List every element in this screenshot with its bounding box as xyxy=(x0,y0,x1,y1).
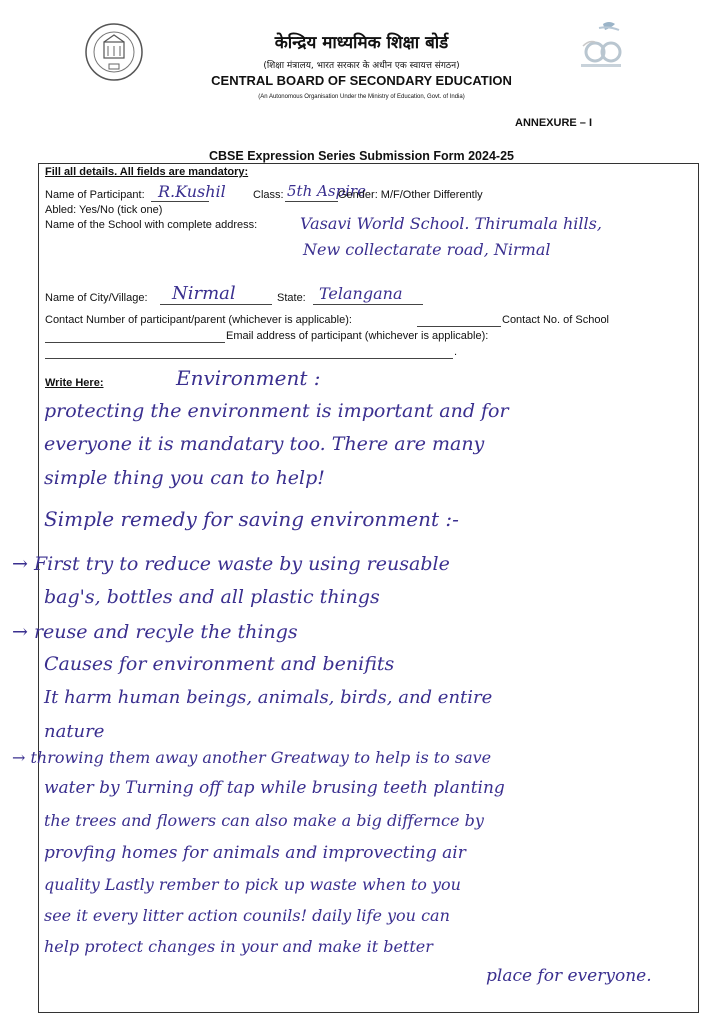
school-contact-label: Contact No. of School xyxy=(502,314,610,326)
essay-line: → First try to reduce waste by using reusable xyxy=(12,553,450,575)
email-label: Email address of participant (whichever is applicable): xyxy=(226,330,489,342)
essay-line: protecting the environment is important and for xyxy=(44,400,509,422)
class-label: Class: xyxy=(253,189,284,201)
essay-line: quality Lastly rember to pick up waste when to you xyxy=(44,875,461,894)
write-here-label: Write Here: xyxy=(45,377,104,389)
essay-line: Causes for environment and benifits xyxy=(44,653,395,675)
essay-line: place for everyone. xyxy=(486,966,652,986)
abled-label: Abled: Yes/No (tick one) xyxy=(45,204,163,216)
essay-line: the trees and flowers can also make a big differnce by xyxy=(44,811,484,830)
instruction-mandatory: . All fields are mandatory: xyxy=(114,166,249,178)
instructions xyxy=(45,166,248,178)
essay-line: help protect changes in your and make it better xyxy=(44,937,433,956)
essay-line: bag's, bottles and all plastic things xyxy=(44,586,380,608)
city-label: Name of City/Village: xyxy=(45,292,148,304)
essay-line: see it every litter action counils! daily life you can xyxy=(44,906,450,925)
essay-line: simple thing you can to help! xyxy=(44,467,325,489)
essay-line: water by Turning off tap while brusing teeth planting xyxy=(44,778,505,798)
participant-name-value: R.Kushil xyxy=(158,182,226,201)
essay-line: provfing homes for animals and improvecting air xyxy=(44,843,466,863)
participant-label: Name of Participant: xyxy=(45,189,145,201)
essay-heading: Environment : xyxy=(176,366,321,390)
board-hindi-subtitle: (शिक्षा मंत्रालय, भारत सरकार के अधीन एक स्वायत्त संगठन) xyxy=(263,61,460,71)
class-value: 5th Aspire xyxy=(287,182,366,200)
instruction-fill-all: Fill all details xyxy=(45,166,115,178)
city-value: Nirmal xyxy=(172,283,236,304)
contact-label: Contact Number of participant/parent (whichever is applicable): xyxy=(45,314,352,326)
form-title: CBSE Expression Series Submission Form 2024-25 xyxy=(209,149,514,163)
school-label: Name of the School with complete address: xyxy=(45,219,258,231)
board-english-subtitle: (An Autonomous Organisation Under the Ministry of Education, Govt. of India) xyxy=(258,94,465,100)
state-label: State: xyxy=(277,292,306,304)
gender-label: Gender: M/F/Other Differently xyxy=(338,189,483,201)
state-value: Telangana xyxy=(319,284,403,303)
essay-line: → throwing them away another Greatway to help is to save xyxy=(12,748,492,767)
board-english-title: CENTRAL BOARD OF SECONDARY EDUCATION xyxy=(211,73,512,88)
board-hindi-title: केन्द्रिय माध्यमिक शिक्षा बोर्ड xyxy=(274,33,449,53)
essay-line: Simple remedy for saving environment :- xyxy=(44,507,459,531)
essay-line: → reuse and recyle the things xyxy=(12,621,298,643)
essay-line: It harm human beings, animals, birds, and entire xyxy=(44,687,493,708)
school-address-line-1: Vasavi World School. Thirumala hills, xyxy=(300,214,602,233)
annexure-label: ANNEXURE – I xyxy=(515,117,593,129)
essay-line: nature xyxy=(44,721,105,742)
school-address-line-2: New collectarate road, Nirmal xyxy=(303,240,551,259)
essay-line: everyone it is mandatary too. There are many xyxy=(44,433,485,455)
